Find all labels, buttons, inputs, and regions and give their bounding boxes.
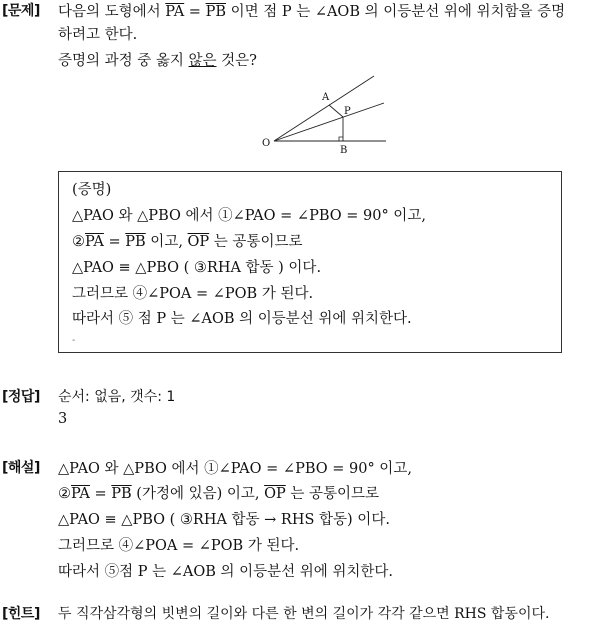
problem-line-1-pre: 다음의 도형에서 bbox=[58, 4, 166, 20]
proof-line-5: 따라서 ⑤ 점 P 는 ∠AOB 의 이등분선 위에 위치한다. bbox=[72, 311, 412, 327]
proof-line-2 bbox=[72, 230, 302, 251]
explanation-line-3: △PAO ≡ △PBO ( ③RHA 합동 → RHS 합동) 이다. bbox=[58, 512, 390, 528]
segment-pb: $\overline{PB}$ bbox=[125, 234, 146, 250]
ray-bisector bbox=[274, 103, 384, 141]
label-b: B bbox=[340, 145, 348, 156]
equals-sign: = bbox=[89, 486, 112, 502]
problem-line-3-post: 것은? bbox=[216, 53, 257, 69]
problem-line-2: 하려고 한다. bbox=[58, 27, 138, 43]
segment-pa: $\overline{PA}$ bbox=[71, 486, 90, 502]
right-angle-mark-b bbox=[339, 137, 343, 141]
hint-text: 두 직각삼각형의 빗변의 길이와 다른 한 변의 길이가 각각 같으면 RHS 합동이다. bbox=[58, 606, 550, 622]
problem-line-3 bbox=[58, 49, 257, 70]
explanation-tag: [해설] bbox=[2, 460, 40, 476]
problem-line-3-pre: 증명의 과정 중 옳지 bbox=[58, 53, 189, 69]
proof-line-2-post: 는 공통이므로 bbox=[209, 234, 303, 250]
segment-pa: $\overline{PA}$ bbox=[165, 4, 185, 20]
segment-pb: $\overline{PB}$ bbox=[205, 4, 226, 20]
answer-line-2: 3 bbox=[58, 411, 68, 427]
explanation-line-5: 따라서 ⑤점 P 는 ∠AOB 의 이등분선 위에 위치한다. bbox=[58, 564, 394, 580]
segment-op: $\overline{OP}$ bbox=[187, 234, 210, 250]
explanation-line-4: 그러므로 ④∠POA = ∠POB 가 된다. bbox=[58, 538, 300, 554]
label-p: P bbox=[344, 106, 351, 117]
label-o: O bbox=[262, 138, 271, 149]
equals-sign: = bbox=[103, 234, 126, 250]
proof-line-4: 그러므로 ④∠POA = ∠POB 가 된다. bbox=[72, 286, 314, 302]
proof-footer-mark: - bbox=[72, 335, 76, 346]
problem-line-1 bbox=[58, 0, 565, 21]
segment-op: $\overline{OP}$ bbox=[264, 486, 286, 502]
explanation-line-1: △PAO 와 △PBO 에서 ①∠PAO = ∠PBO = 90° 이고, bbox=[58, 461, 412, 477]
hint-tag: [힌트] bbox=[2, 606, 40, 622]
segment-pa: $\overline{PA}$ bbox=[85, 234, 104, 250]
label-a: A bbox=[322, 92, 330, 103]
step-2-mark: ② bbox=[72, 234, 85, 250]
segment-pb: $\overline{PB}$ bbox=[111, 486, 132, 502]
step-2-mark: ② bbox=[58, 486, 71, 502]
equals-sign: = bbox=[184, 4, 206, 20]
problem-tag: [문제] bbox=[2, 3, 40, 19]
perpendicular-pa bbox=[329, 105, 343, 117]
explanation-line-2 bbox=[58, 482, 379, 503]
proof-line-1: △PAO 와 △PBO 에서 ①∠PAO = ∠PBO = 90° 이고, bbox=[72, 208, 426, 224]
proof-title: (증명) bbox=[72, 182, 112, 198]
explanation-line-2-post: 는 공통이므로 bbox=[285, 486, 380, 502]
answer-tag: [정답] bbox=[2, 389, 40, 405]
explanation-line-2-mid: (가정에 있음) 이고, bbox=[131, 486, 265, 502]
ray-oa bbox=[274, 76, 374, 141]
problem-line-1-post: 이면 점 P 는 ∠AOB 의 이등분선 위에 위치함을 증명 bbox=[225, 4, 566, 20]
angle-bisector-figure bbox=[258, 72, 393, 156]
underlined-word: 않은 bbox=[188, 53, 217, 69]
proof-line-2-mid: 이고, bbox=[145, 234, 188, 250]
proof-line-3: △PAO ≡ △PBO ( ③RHA 합동 ) 이다. bbox=[72, 260, 322, 276]
answer-line-1: 순서: 없음, 갯수: 1 bbox=[58, 389, 176, 405]
